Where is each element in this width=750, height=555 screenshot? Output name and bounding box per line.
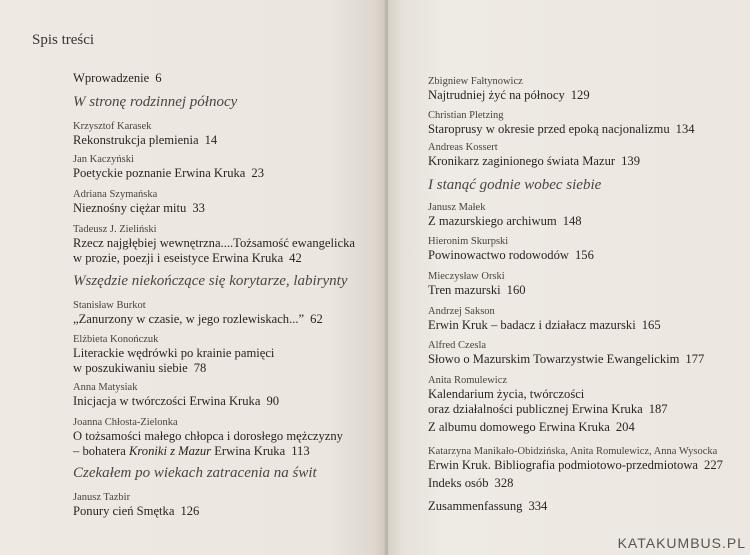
entry-author: Janusz Tazbir — [73, 492, 131, 503]
entry-title: Zusammenfassung — [428, 499, 523, 513]
toc-entry — [428, 420, 635, 435]
entry-page: 328 — [494, 476, 514, 490]
toc-entry — [73, 491, 199, 519]
entry-title: Kronikarz zaginionego świata Mazur 139 — [428, 154, 640, 168]
entry-title: Najtrudniej żyć na północy 129 — [428, 88, 590, 102]
toc-entry — [428, 445, 723, 473]
entry-title: Literackie wędrówki po krainie pamięci — [73, 346, 275, 360]
toc-entry — [428, 235, 594, 263]
toc-entry — [428, 476, 513, 491]
entry-page: 334 — [528, 499, 548, 513]
toc-entry — [428, 270, 526, 298]
entry-title: Erwin Kruk. Bibliografia podmiotowo-przedmiotowa 227 — [428, 458, 723, 472]
entry-title: oraz działalności publicznej Erwina Kruka 187 — [428, 402, 668, 416]
toc-entry — [73, 223, 355, 266]
entry-page: 6 — [155, 71, 162, 85]
toc-entry — [428, 201, 582, 229]
right-page — [388, 0, 750, 555]
toc-entry — [428, 109, 695, 137]
entry-author: Anita Romulewicz — [428, 375, 508, 386]
entry-title: Indeks osób — [428, 476, 489, 490]
entry-author: Alfred Czesla — [428, 340, 487, 351]
entry-page: 204 — [615, 420, 635, 434]
entry-title: Kalendarium życia, twórczości — [428, 387, 585, 401]
toc-entry — [428, 339, 704, 367]
entry-author: Joanna Chłosta-Zielonka — [73, 417, 178, 428]
toc-entry — [73, 188, 205, 216]
section-heading-2: Wszędzie niekończące się korytarze, labirynty — [73, 273, 348, 289]
entry-author: Andreas Kossert — [428, 142, 498, 153]
toc-entry — [73, 299, 323, 327]
book-title-italic: Kroniki z Mazur — [128, 444, 212, 458]
toc-entry — [73, 416, 343, 459]
toc-entry — [428, 75, 590, 103]
entry-author: Zbigniew Fałtynowicz — [428, 76, 523, 87]
entry-title: – bohatera Kroniki z Mazur Erwina Kruka 113 — [73, 444, 310, 458]
entry-title: Erwin Kruk – badacz i działacz mazurski 165 — [428, 318, 661, 332]
entry-title: „Zanurzony w czasie, w jego rozlewiskach...” 62 — [73, 312, 323, 326]
entry-title: Z albumu domowego Erwina Kruka — [428, 420, 610, 434]
entry-title: Tren mazurski 160 — [428, 283, 526, 297]
toc-entry — [73, 333, 274, 376]
entry-title: O tożsamości małego chłopca i dorosłego mężczyzny — [73, 429, 343, 443]
toc-entry — [428, 499, 547, 514]
toc-entry — [428, 141, 640, 169]
toc-entry — [73, 120, 217, 148]
section-heading-4: I stanąć godnie wobec siebie — [428, 177, 602, 193]
entry-title: w poszukiwaniu siebie 78 — [73, 361, 207, 375]
entry-author: Christian Pletzing — [428, 110, 504, 121]
entry-author: Hieronim Skurpski — [428, 236, 509, 247]
entry-title: Nieznośny ciężar mitu 33 — [73, 201, 205, 215]
watermark: KATAKUMBUS.PL — [617, 535, 746, 551]
section-heading-1: W stronę rodzinnej północy — [73, 94, 238, 110]
entry-title: Inicjacja w twórczości Erwina Kruka 90 — [73, 394, 280, 408]
entry-author: Janusz Małek — [428, 202, 486, 213]
entry-title: Poetyckie poznanie Erwina Kruka 23 — [73, 166, 264, 180]
toc-entry — [73, 153, 264, 181]
entry-title: Powinowactwo rodowodów 156 — [428, 248, 594, 262]
entry-title: w prozie, poezji i eseistyce Erwina Kruka 42 — [73, 251, 302, 265]
entry-author: Adriana Szymańska — [73, 189, 158, 200]
entry-title: Rekonstrukcja plemienia 14 — [73, 133, 218, 147]
entry-author: Jan Kaczyński — [73, 154, 134, 165]
entry-title: Słowo o Mazurskim Towarzystwie Ewangelickim 177 — [428, 352, 705, 366]
toc-entry — [428, 305, 661, 333]
entry-author: Stanisław Burkot — [73, 300, 146, 311]
toc-entry-intro — [73, 71, 162, 86]
toc-entry — [73, 381, 279, 409]
entry-title: Ponury cień Smętka 126 — [73, 504, 200, 518]
entry-author: Krzysztof Karasek — [73, 121, 152, 132]
toc-entry — [428, 374, 668, 417]
entry-author: Andrzej Sakson — [428, 306, 495, 317]
entry-title: Z mazurskiego archiwum 148 — [428, 214, 582, 228]
entry-author: Mieczysław Orski — [428, 271, 505, 282]
entry-title: Rzecz najgłębiej wewnętrzna....Tożsamość ewangelicka — [73, 236, 355, 250]
entry-title: Staroprusy w okresie przed epoką nacjonalizmu 134 — [428, 122, 695, 136]
entry-title: Wprowadzenie — [73, 71, 150, 85]
entry-author: Katarzyna Manikało-Obidzińska, Anita Romulewicz, Anna Wysocka — [428, 446, 718, 457]
page-header: Spis treści — [32, 32, 95, 48]
entry-author: Anna Matysiak — [73, 382, 138, 393]
section-heading-3: Czekałem po wiekach zatracenia na świt — [73, 465, 317, 481]
entry-author: Elżbieta Konończuk — [73, 334, 159, 345]
entry-author: Tadeusz J. Zieliński — [73, 224, 157, 235]
